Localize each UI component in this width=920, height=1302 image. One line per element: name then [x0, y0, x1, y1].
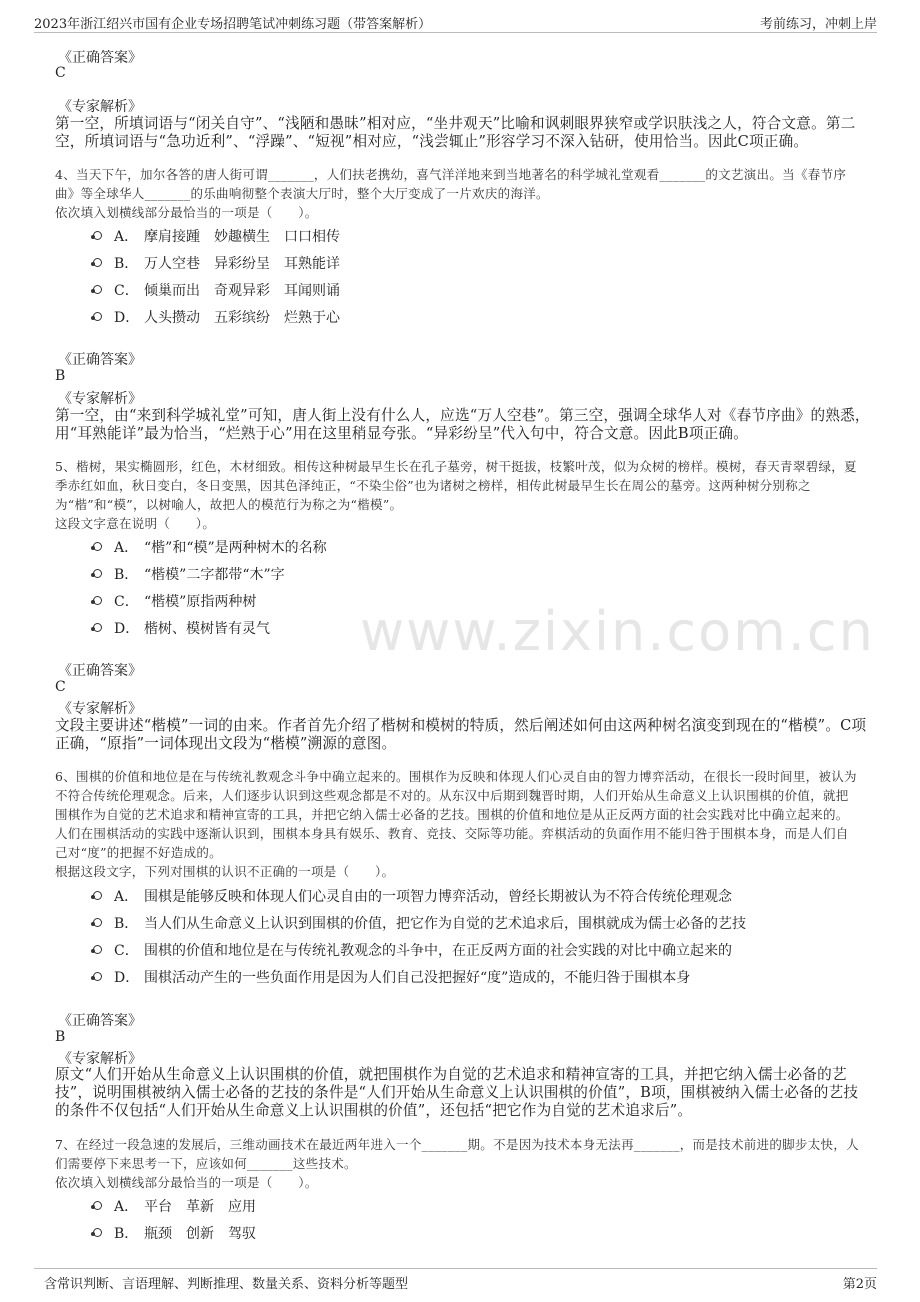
radio-button-icon[interactable]: [93, 596, 102, 605]
question-stem-line: 5、楷树，果实椭圆形，红色，木材细致。相传这种树最早生长在孔子墓旁，树干挺拔，枝繁叶茂，似为众树的榜样。模树，春天青翠碧绿，夏: [55, 459, 857, 474]
option-text: 人头攒动 五彩缤纷 烂熟于心: [144, 310, 340, 326]
question-stem-line: 们需要停下来思考一下，应该如何_______这些技术。: [55, 1156, 357, 1171]
watermark: www.zixin.com.cn: [360, 600, 875, 663]
explanation-line: 文段主要讲述“楷模”一词的由来。作者首先介绍了楷树和模树的特质，然后阐述如何由这两种树名演变到现在的“楷模”。C项: [55, 717, 867, 734]
explanation-line: 第一空，由“来到科学城礼堂”可知，唐人街上没有什么人，应选“万人空巷”。第三空，强调全球华人对《春节序曲》的熟悉，: [55, 407, 870, 424]
radio-button-icon[interactable]: [93, 1201, 102, 1210]
question-stem-line: 6、围棋的价值和地位是在与传统礼教观念斗争中确立起来的。围棋作为反映和体现人们心灵自由的智力博弈活动，在很长一段时间里，被认为: [55, 769, 857, 784]
page-footer: [34, 1268, 877, 1293]
explanation-line: 原文“人们开始从生命意义上认识围棋的价值，就把围棋作为自觉的艺术追求和精神宣寄的工具，并把它纳入儒士必备的艺: [55, 1066, 847, 1083]
expert-label: 《专家解析》: [58, 701, 142, 717]
radio-button-icon[interactable]: [93, 945, 102, 954]
option-text: 围棋活动产生的一些负面作用是因为人们自己没把握好“度”造成的，不能归咎于围棋本身: [144, 970, 691, 986]
question-stem-line: 曲》等全球华人_______的乐曲响彻整个表演大厅时，整个大厅变成了一片欢庆的海洋。: [55, 186, 549, 201]
radio-button-icon[interactable]: [93, 623, 102, 632]
expert-label: 《专家解析》: [58, 99, 142, 115]
explanation-line: 空，所填词语与“急功近利”、“浮躁”、“短视”相对应，“浅尝辄止”形容学习不深入钻研，使用恰当。因此C项正确。: [55, 133, 809, 150]
explanation-line: 用“耳熟能详”最为恰当，“烂熟于心”用在这里稍显夸张。“异彩纷呈”代入句中，符合文意。因此B项正确。: [55, 425, 749, 442]
answer-value: B: [55, 1029, 66, 1045]
option-text: 万人空巷 异彩纷呈 耳熟能详: [144, 256, 340, 272]
option-letter: A．: [114, 1199, 139, 1215]
option-text: 瓶颈 创新 驾驭: [144, 1226, 256, 1242]
question-stem-line: 不符合传统伦理观念。后来，人们逐步认识到这些观念都是不对的。从东汉中后期到魏晋时期，人们开始从生命意义上认识围棋的价值，就把: [55, 788, 849, 803]
question-prompt: 这段文字意在说明（ ）。: [55, 516, 216, 531]
option-text: 当人们从生命意义上认识到围棋的价值，把它作为自觉的艺术追求后，围棋就成为儒士必备的艺技: [144, 916, 746, 932]
answer-value: C: [55, 679, 66, 695]
radio-button-icon[interactable]: [93, 231, 102, 240]
explanation-line: 技”，说明围棋被纳入儒士必备的艺技的条件是“人们开始从生命意义上认识围棋的价值”，B项，围棋被纳入儒士必备的艺技: [55, 1084, 859, 1101]
radio-button-icon[interactable]: [93, 972, 102, 981]
expert-label: 《专家解析》: [58, 1051, 142, 1067]
explanation-line: 第一空，所填词语与“闭关自守”、“浅陋和愚昧”相对应，“坐井观天”比喻和讽刺眼界狭窄或学识肤浅之人，符合文意。第二: [55, 115, 856, 132]
question-stem-line: 7、在经过一段急速的发展后，三维动画技术在最近两年进入一个_______期。不是因为技术本身无法再_______，而是技术前进的脚步太快，人: [55, 1137, 859, 1152]
option-letter: C．: [114, 594, 139, 610]
option-text: 楷树、模树皆有灵气: [144, 621, 270, 637]
option-letter: B．: [114, 1226, 139, 1242]
radio-button-icon[interactable]: [93, 312, 102, 321]
question-prompt: 依次填入划横线部分最恰当的一项是（ ）。: [55, 205, 318, 220]
option-letter: D．: [114, 970, 140, 986]
option-text: 围棋的价值和地位是在与传统礼教观念的斗争中，在正反两方面的社会实践的对比中确立起来的: [144, 943, 732, 959]
option-letter: A．: [114, 889, 139, 905]
header-title: 2023年浙江绍兴市国有企业专场招聘笔试冲刺练习题（带答案解析）: [34, 17, 432, 32]
expert-label: 《专家解析》: [58, 391, 142, 407]
question-prompt: 根据这段文字，下列对围棋的认识不正确的一项是（ ）。: [55, 864, 395, 879]
answer-value: B: [55, 368, 66, 384]
page-header: [34, 10, 877, 33]
option-letter: D．: [114, 310, 140, 326]
explanation-line: 正确，“原指”一词体现出文段为“楷模”溯源的意图。: [55, 735, 397, 752]
option-letter: C．: [114, 943, 139, 959]
option-text: 平台 革新 应用: [144, 1199, 256, 1215]
option-letter: D．: [114, 621, 140, 637]
question-stem-line: 4、当天下午，加尔各答的唐人街可谓_______，人们扶老携幼，喜气洋洋地来到当地著名的科学城礼堂观看_______的文艺演出。当《春节序: [55, 167, 847, 182]
option-letter: A．: [114, 540, 139, 556]
radio-button-icon[interactable]: [93, 542, 102, 551]
answer-value: C: [55, 65, 66, 81]
option-text: 围棋是能够反映和体现人们心灵自由的一项智力博弈活动，曾经长期被认为不符合传统伦理观念: [144, 889, 732, 905]
header-slogan: 考前练习，冲刺上岸: [759, 17, 877, 32]
question-stem-line: 围棋作为自觉的艺术追求和精神宣寄的工具，并把它纳入儒士必备的艺技。围棋的价值和地位是从正反两方面的社会实践对比中确立起来的。: [55, 807, 849, 822]
option-letter: C．: [114, 283, 139, 299]
option-letter: B．: [114, 256, 139, 272]
option-letter: B．: [114, 916, 139, 932]
option-letter: B．: [114, 567, 139, 583]
explanation-line: 的条件不仅包括“人们开始从生命意义上认识围棋的价值”，还包括“把它作为自觉的艺术追求后”。: [55, 1102, 693, 1119]
radio-button-icon[interactable]: [93, 285, 102, 294]
question-stem-line: 人们在围棋活动的实践中逐渐认识到，围棋本身具有娱乐、教育、竞技、交际等功能。弈棋活动的负面作用不能归咎于围棋本身，而是人们自: [55, 826, 849, 841]
option-text: “楷模”二字都带“木”字: [144, 567, 285, 583]
option-text: 摩肩接踵 妙趣横生 口口相传: [144, 229, 340, 245]
question-stem-line: 季赤红如血，秋日变白，冬日变黑，因其色泽纯正，“不染尘俗”也为诸树之榜样，相传此树最早生长在周公的墓旁。这两种树分别称之: [55, 478, 811, 493]
footer-note: 含常识判断、言语理解、判断推理、数量关系、资料分析等题型: [44, 1277, 409, 1292]
question-stem-line: 己对“度”的把握不好造成的。: [55, 845, 222, 860]
radio-button-icon[interactable]: [93, 569, 102, 578]
answer-label: 《正确答案》: [58, 50, 142, 66]
page-number: 第2页: [842, 1277, 877, 1292]
option-text: “楷”和“模”是两种树木的名称: [144, 540, 327, 556]
answer-label: 《正确答案》: [58, 1013, 142, 1029]
radio-button-icon[interactable]: [93, 891, 102, 900]
radio-button-icon[interactable]: [93, 258, 102, 267]
option-text: “楷模”原指两种树: [144, 594, 257, 610]
option-letter: A．: [114, 229, 139, 245]
radio-button-icon[interactable]: [93, 1228, 102, 1237]
answer-label: 《正确答案》: [58, 663, 142, 679]
question-prompt: 依次填入划横线部分最恰当的一项是（ ）。: [55, 1175, 318, 1190]
option-text: 倾巢而出 奇观异彩 耳闻则诵: [144, 283, 340, 299]
radio-button-icon[interactable]: [93, 918, 102, 927]
answer-label: 《正确答案》: [58, 352, 142, 368]
question-stem-line: 为“楷”和“模”，以树喻人，故把人的模范行为称之为“楷模”。: [55, 497, 403, 512]
